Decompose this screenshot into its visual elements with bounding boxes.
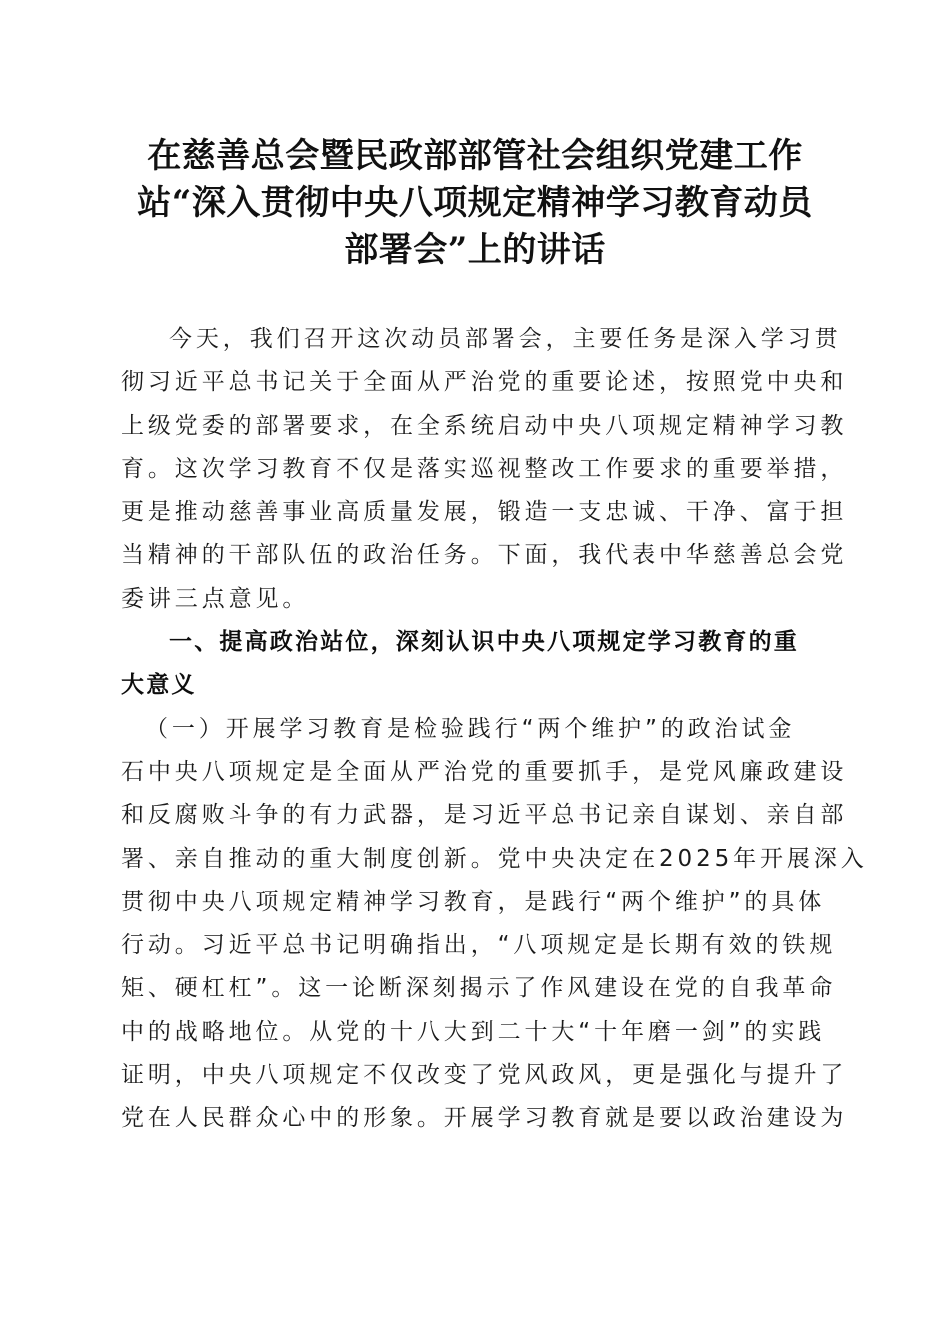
section-heading	[121, 621, 829, 708]
heading-line: 一、提高政治站位，深刻认识中央八项规定学习教育的重	[169, 629, 799, 656]
paragraph-line: 党在人民群众心中的形象。开展学习教育就是要以政治建设为	[121, 1105, 848, 1132]
paragraph-line: 育。这次学习教育不仅是落实巡视整改工作要求的重要举措，	[121, 455, 848, 482]
paragraph-line: 和反腐败斗争的有力武器，是习近平总书记亲自谋划、亲自部	[121, 802, 848, 829]
document-title	[120, 133, 830, 274]
paragraph-line: 贯彻中央八项规定精神学习教育，是践行“两个维护”的具体	[121, 888, 826, 915]
paragraph-line: 证明，中央八项规定不仅改变了党风政风，更是强化与提升了	[121, 1062, 848, 1089]
document-body	[121, 318, 868, 1141]
paragraph-line: 当精神的干部队伍的政治任务。下面，我代表中华慈善总会党	[121, 542, 848, 569]
paragraph-line: 行动。习近平总书记明确指出，“八项规定是长期有效的铁规	[121, 932, 837, 959]
subsection-paragraph	[121, 708, 868, 1141]
paragraph-line: 委讲三点意见。	[121, 585, 310, 612]
title-line: 在慈善总会暨民政部部管社会组织党建工作	[147, 136, 803, 176]
paragraph-line: （一）开展学习教育是检验践行“两个维护”的政治试金	[145, 715, 796, 742]
paragraph-line: 石中央八项规定是全面从严治党的重要抓手，是党风廉政建设	[121, 758, 848, 785]
paragraph-line: 彻习近平总书记关于全面从严治党的重要论述，按照党中央和	[121, 369, 848, 396]
paragraph-line: 矩、硬杠杠”。这一论断深刻揭示了作风建设在党的自我革命	[121, 975, 837, 1002]
paragraph-line: 更是推动慈善事业高质量发展，锻造一支忠诚、干净、富于担	[121, 499, 848, 526]
intro-paragraph	[121, 318, 848, 621]
heading-line: 大意义	[121, 672, 197, 699]
title-line: 站“深入贯彻中央八项规定精神学习教育动员	[137, 183, 813, 223]
paragraph-line: 今天，我们召开这次动员部署会，主要任务是深入学习贯	[169, 326, 842, 352]
title-line: 部署会”上的讲话	[344, 230, 606, 270]
paragraph-line: 署、亲自推动的重大制度创新。党中央决定在2025年开展深入	[121, 845, 868, 872]
paragraph-line: 中的战略地位。从党的十八大到二十大“十年磨一剑”的实践	[121, 1018, 826, 1045]
paragraph-line: 上级党委的部署要求，在全系统启动中央八项规定精神学习教	[121, 412, 848, 439]
